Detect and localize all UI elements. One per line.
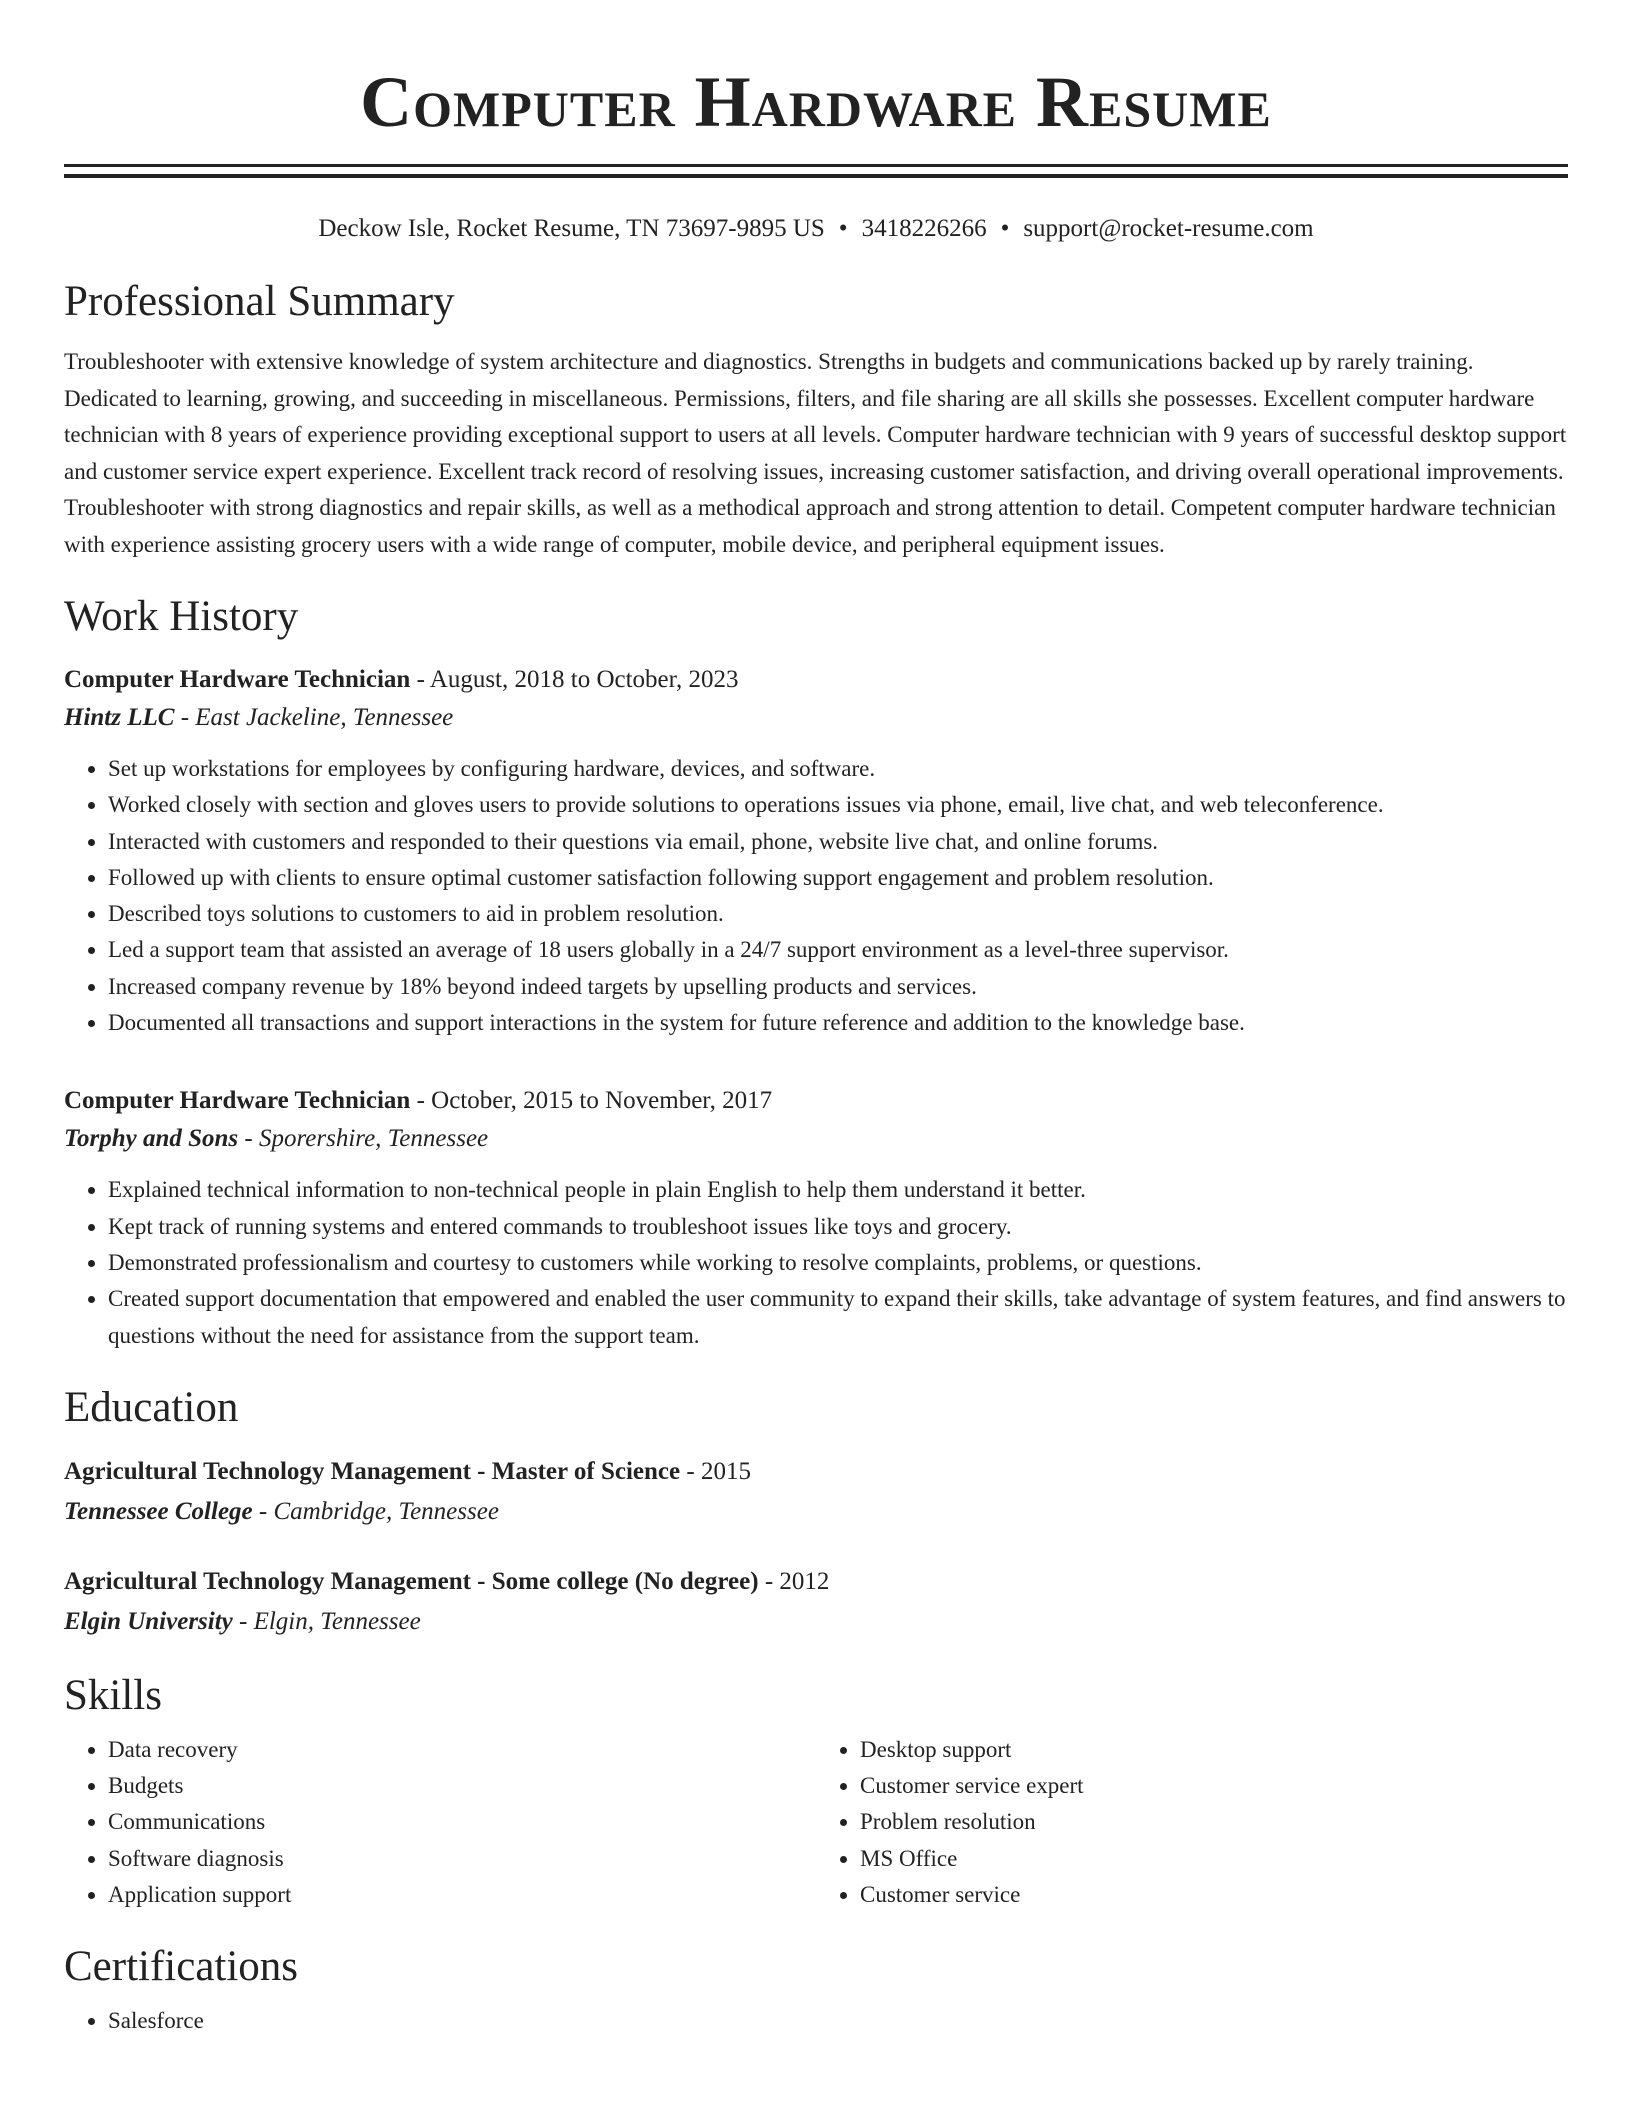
skill-item: • Software diagnosis bbox=[108, 1841, 816, 1877]
work-history-heading: Work History bbox=[64, 593, 299, 640]
job-entry bbox=[64, 661, 1568, 1041]
skills-heading: Skills bbox=[64, 1671, 162, 1719]
skill-item: • Communications bbox=[108, 1804, 816, 1840]
education-entry bbox=[64, 1452, 1568, 1532]
education-degree-line bbox=[64, 1562, 1568, 1602]
education-location: - Cambridge, Tennessee bbox=[252, 1497, 499, 1525]
summary-text: Troubleshooter with extensive knowledge of system architecture and diagnostics. Strengths in budgets and communications backed up by rarely training. Dedicated to learning, growing, and succeeding in miscellaneous. Permissions, filters, and file sharing are all skills she possesses. Excellent computer hardware technician with 8 years of experience providing exceptional support to users at all levels. Computer hardware technician with 9 years of successful desktop support and customer service expert experience. Excellent track record of resolving issues, increasing customer satisfaction, and driving overall operational improvements. Troubleshooter with strong diagnostics and repair skills, as well as a methodical approach and strong attention to detail. Competent computer hardware technician with experience assisting grocery users with a wide range of computer, mobile device, and peripheral equipment issues. bbox=[64, 349, 1567, 557]
job-entry bbox=[64, 1082, 1568, 1353]
contact-separator: • bbox=[838, 215, 848, 242]
contact-line bbox=[64, 213, 1568, 245]
professional-summary-section bbox=[64, 276, 1568, 563]
work-history-section bbox=[64, 591, 1568, 1354]
education-entry bbox=[64, 1562, 1568, 1642]
education-degree-line bbox=[64, 1452, 1568, 1492]
skill-item: • MS Office bbox=[860, 1841, 1568, 1877]
skill-item: • Data recovery bbox=[108, 1732, 816, 1768]
education-school: Tennessee College bbox=[64, 1497, 253, 1525]
job-bullet: • Followed up with clients to ensure optimal customer satisfaction following support engagement and problem resolution. bbox=[108, 860, 1568, 896]
job-location: - Sporershire, Tennessee bbox=[238, 1125, 489, 1153]
education-school: Elgin University bbox=[64, 1607, 233, 1635]
skills-section bbox=[64, 1670, 1568, 1913]
certification-item: • Salesforce bbox=[108, 2003, 1568, 2039]
job-company: Hintz LLC bbox=[64, 704, 175, 731]
education-section bbox=[64, 1382, 1568, 1642]
job-bullet: • Set up workstations for employees by configuring hardware, devices, and software. bbox=[108, 751, 1568, 787]
skills-grid bbox=[64, 1732, 1568, 1913]
certifications-list bbox=[64, 2003, 1568, 2039]
contact-separator: • bbox=[1000, 215, 1010, 242]
certifications-section bbox=[64, 1941, 1568, 2039]
job-bullet: • Explained technical information to non-technical people in plain English to help them understand it better. bbox=[108, 1172, 1568, 1208]
education-degree: Agricultural Technology Management - Master of Science bbox=[64, 1457, 681, 1485]
job-dates: - October, 2015 to November, 2017 bbox=[410, 1087, 773, 1115]
job-company: Torphy and Sons bbox=[64, 1125, 239, 1153]
job-bullet: • Described toys solutions to customers to aid in problem resolution. bbox=[108, 896, 1568, 932]
summary-heading: Professional Summary bbox=[64, 278, 455, 325]
job-bullet: • Led a support team that assisted an average of 18 users globally in a 24/7 support environment as a level-three supervisor. bbox=[108, 932, 1568, 968]
contact-email: support@rocket-resume.com bbox=[1023, 215, 1314, 242]
job-bullet: • Kept track of running systems and entered commands to troubleshoot issues like toys and grocery. bbox=[108, 1209, 1568, 1245]
skill-item: • Budgets bbox=[108, 1768, 816, 1804]
job-bullet: • Documented all transactions and support interactions in the system for future reference and addition to the knowledge base. bbox=[108, 1005, 1568, 1041]
title-divider-thick bbox=[64, 164, 1568, 167]
skills-column-right bbox=[816, 1732, 1568, 1913]
job-bullet-list bbox=[64, 751, 1568, 1041]
job-company-line bbox=[64, 1120, 1568, 1158]
job-bullet-list bbox=[64, 1172, 1568, 1353]
skill-item: • Customer service bbox=[860, 1877, 1568, 1913]
education-school-line bbox=[64, 1602, 1568, 1642]
job-company-line bbox=[64, 699, 1568, 737]
job-role-line bbox=[64, 661, 1568, 699]
title-divider-thin bbox=[64, 174, 1568, 178]
education-year: - 2015 bbox=[680, 1457, 751, 1485]
resume-title: Computer Hardware Resume bbox=[360, 62, 1272, 142]
job-title: Computer Hardware Technician bbox=[64, 1087, 411, 1115]
skill-item: • Application support bbox=[108, 1877, 816, 1913]
job-dates: - August, 2018 to October, 2023 bbox=[410, 666, 739, 693]
certifications-heading: Certifications bbox=[64, 1943, 299, 1991]
job-bullet: • Increased company revenue by 18% beyond indeed targets by upselling products and services. bbox=[108, 969, 1568, 1005]
education-heading: Education bbox=[64, 1383, 239, 1431]
contact-phone: 3418226266 bbox=[861, 215, 987, 242]
job-bullet: • Created support documentation that empowered and enabled the user community to expand their skills, take advantage of system features, and find answers to questions without the need for assistance from the support team. bbox=[108, 1281, 1568, 1354]
education-degree: Agricultural Technology Management - Some college (No degree) bbox=[64, 1567, 759, 1595]
job-bullet: • Demonstrated professionalism and courtesy to customers while working to resolve complaints, problems, or questions. bbox=[108, 1245, 1568, 1281]
skills-column-left bbox=[64, 1732, 816, 1913]
job-bullet: • Interacted with customers and responded to their questions via email, phone, website live chat, and online forums. bbox=[108, 824, 1568, 860]
contact-address: Deckow Isle, Rocket Resume, TN 73697-9895 US bbox=[318, 215, 825, 242]
job-title: Computer Hardware Technician bbox=[64, 666, 411, 693]
job-bullet: • Worked closely with section and gloves users to provide solutions to operations issues via phone, email, live chat, and web teleconference. bbox=[108, 787, 1568, 823]
education-location: - Elgin, Tennessee bbox=[232, 1607, 421, 1635]
education-school-line bbox=[64, 1492, 1568, 1532]
job-location: - East Jackeline, Tennessee bbox=[174, 704, 454, 731]
skill-item: • Customer service expert bbox=[860, 1768, 1568, 1804]
skill-item: • Desktop support bbox=[860, 1732, 1568, 1768]
job-role-line bbox=[64, 1082, 1568, 1120]
skill-item: • Problem resolution bbox=[860, 1804, 1568, 1840]
education-year: - 2012 bbox=[758, 1567, 830, 1595]
